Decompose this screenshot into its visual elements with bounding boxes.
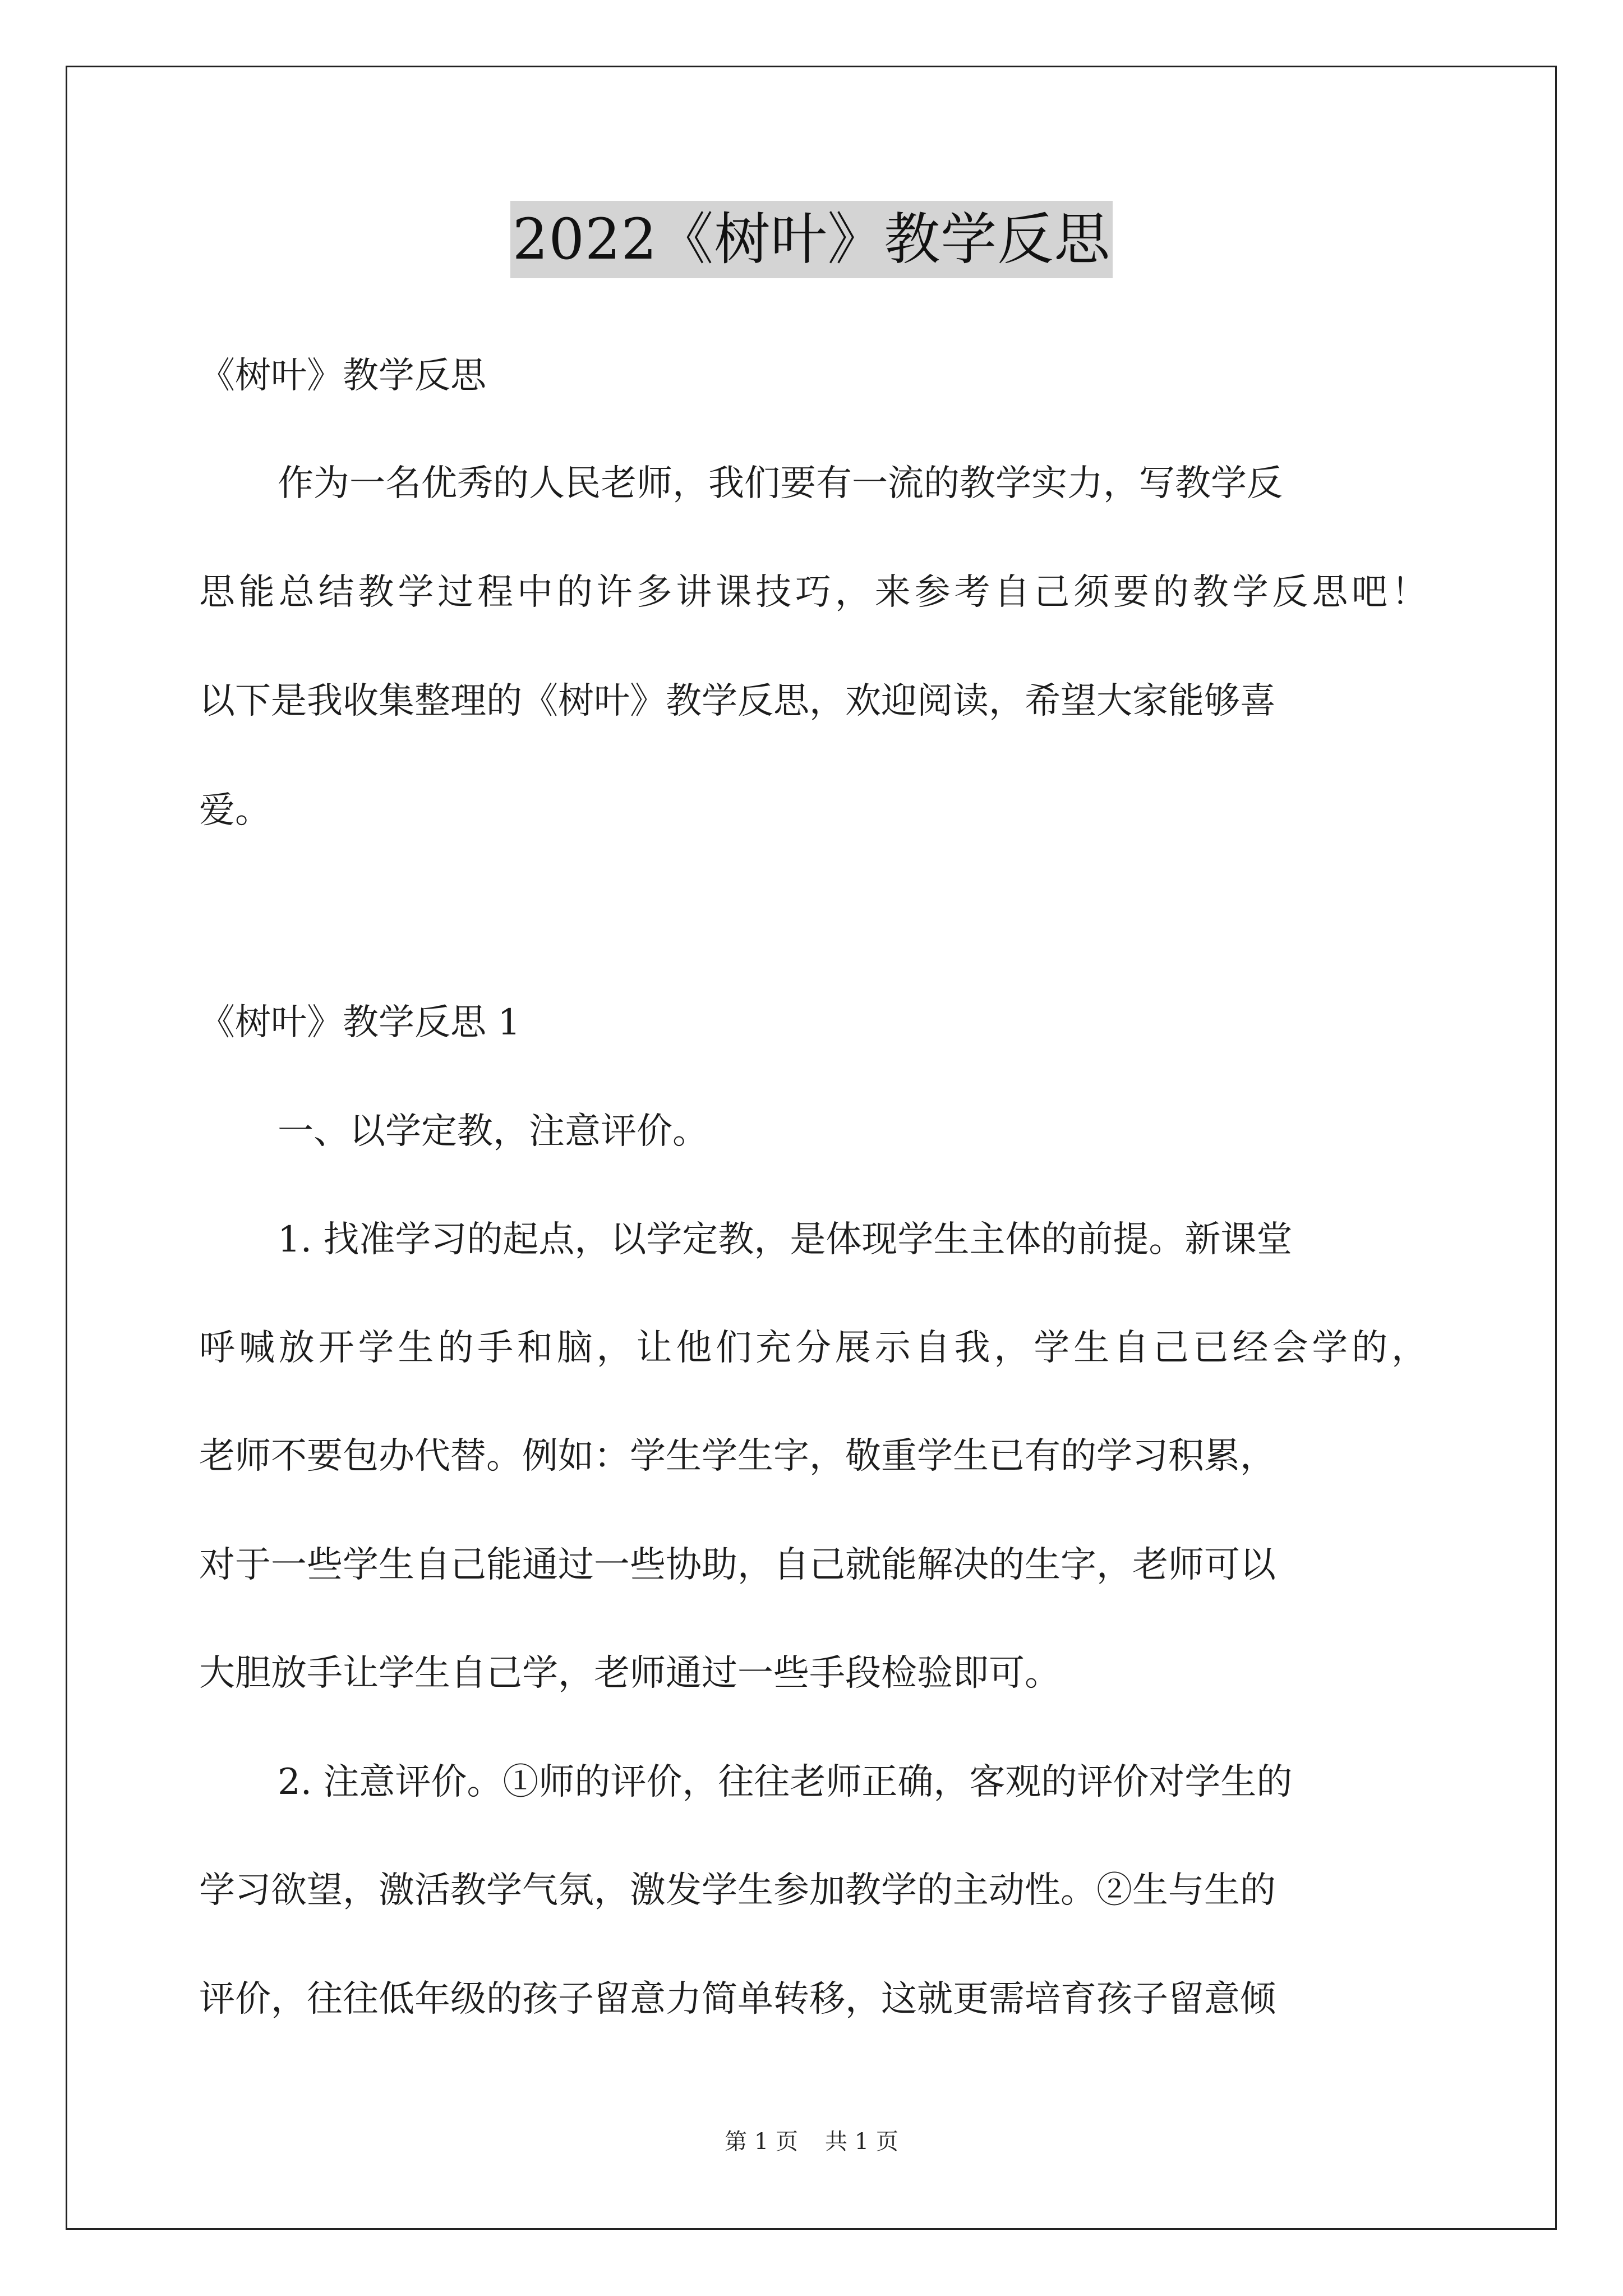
section-heading: 《树叶》教学反思 1	[199, 1002, 521, 1043]
para1-line-2: 呼喊放开学生的手和脑，让他们充分展示自我，学生自己已经会学的，	[199, 1327, 1427, 1369]
intro-line-3: 以下是我收集整理的《树叶》教学反思，欢迎阅读，希望大家能够喜	[199, 680, 1276, 722]
para2-line-3: 评价，往往低年级的孩子留意力简单转移，这就更需培育孩子留意倾	[199, 1978, 1276, 2020]
page-footer	[0, 2126, 1623, 2157]
intro-line-4: 爱。	[199, 790, 271, 831]
para2-line-1: 2. 注意评价。①师的评价，往往老师正确，客观的评价对学生的	[278, 1761, 1293, 1803]
intro-line-2: 思能总结教学过程中的许多讲课技巧，来参考自己须要的教学反思吧！	[199, 572, 1427, 613]
title-container	[0, 201, 1623, 278]
para1-line-4: 对于一些学生自己能通过一些协助，自己就能解决的生字，老师可以	[199, 1544, 1276, 1586]
page-number: 第 1 页	[725, 2129, 798, 2155]
point-one-heading: 一、以学定教，注意评价。	[278, 1111, 708, 1152]
para1-line-5: 大胆放手让学生自己学，老师通过一些手段检验即可。	[199, 1653, 1061, 1694]
document-title: 2022《树叶》教学反思	[510, 201, 1113, 278]
para2-line-2: 学习欲望，激活教学气氛，激发学生参加教学的主动性。②生与生的	[199, 1870, 1276, 1911]
intro-line-1: 作为一名优秀的人民老师，我们要有一流的教学实力，写教学反	[278, 463, 1283, 504]
page-total: 共 1 页	[825, 2129, 898, 2155]
para1-line-1: 1. 找准学习的起点，以学定教，是体现学生主体的前提。新课堂	[278, 1219, 1293, 1260]
subtitle: 《树叶》教学反思	[199, 355, 486, 397]
para1-line-3: 老师不要包办代替。例如：学生学生字，敬重学生已有的学习积累，	[199, 1435, 1276, 1477]
